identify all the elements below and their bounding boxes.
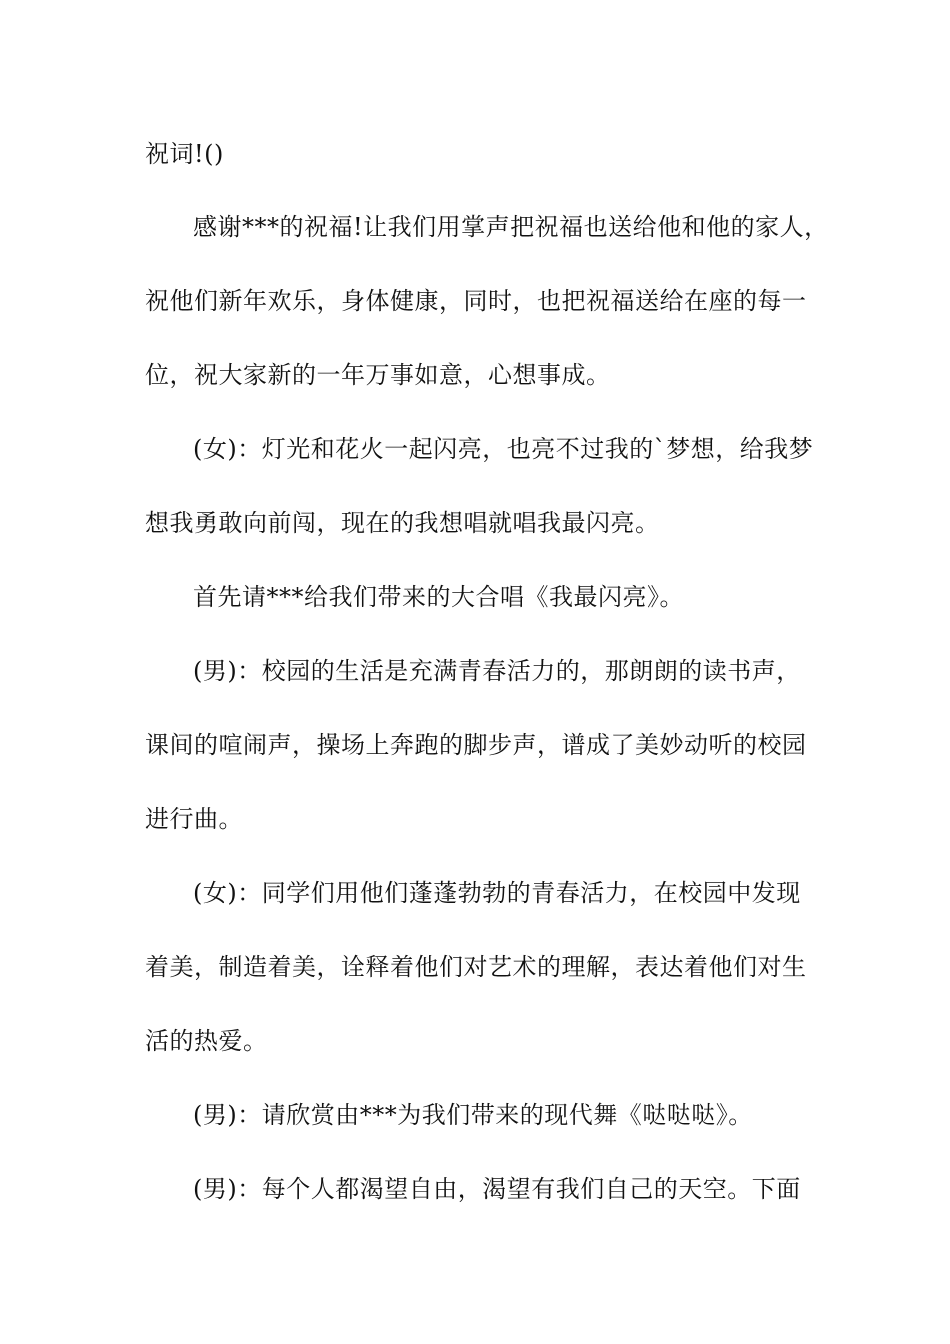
text-line-9: 课间的喧闹声，操场上奔跑的脚步声，谱成了美妙动听的校园	[145, 731, 807, 759]
text-line-4: 位，祝大家新的一年万事如意，心想事成。	[145, 361, 611, 389]
text-line-13: 活的热爱。	[145, 1027, 268, 1055]
text-line-1: 祝词!()	[145, 140, 224, 168]
text-line-12: 着美，制造着美，诠释着他们对艺术的理解，表达着他们对生	[145, 953, 807, 981]
text-line-5: (女)：灯光和花火一起闪亮，也亮不过我的`梦想，给我梦	[193, 435, 814, 463]
text-line-10: 进行曲。	[145, 805, 243, 833]
text-line-8: (男)：校园的生活是充满青春活力的，那朗朗的读书声，	[193, 657, 801, 685]
text-line-2: 感谢***的祝福!让我们用掌声把祝福也送给他和他的家人，	[193, 213, 829, 241]
text-line-3: 祝他们新年欢乐，身体健康，同时，也把祝福送给在座的每一	[145, 287, 807, 315]
text-line-11: (女)：同学们用他们蓬蓬勃勃的青春活力，在校园中发现	[193, 879, 801, 907]
text-line-14: (男)：请欣赏由***为我们带来的现代舞《哒哒哒》。	[193, 1101, 753, 1129]
text-line-7: 首先请***给我们带来的大合唱《我最闪亮》。	[193, 583, 684, 611]
text-line-15: (男)：每个人都渴望自由，渴望有我们自己的天空。下面	[193, 1175, 801, 1203]
text-line-6: 想我勇敢向前闯，现在的我想唱就唱我最闪亮。	[145, 509, 660, 537]
